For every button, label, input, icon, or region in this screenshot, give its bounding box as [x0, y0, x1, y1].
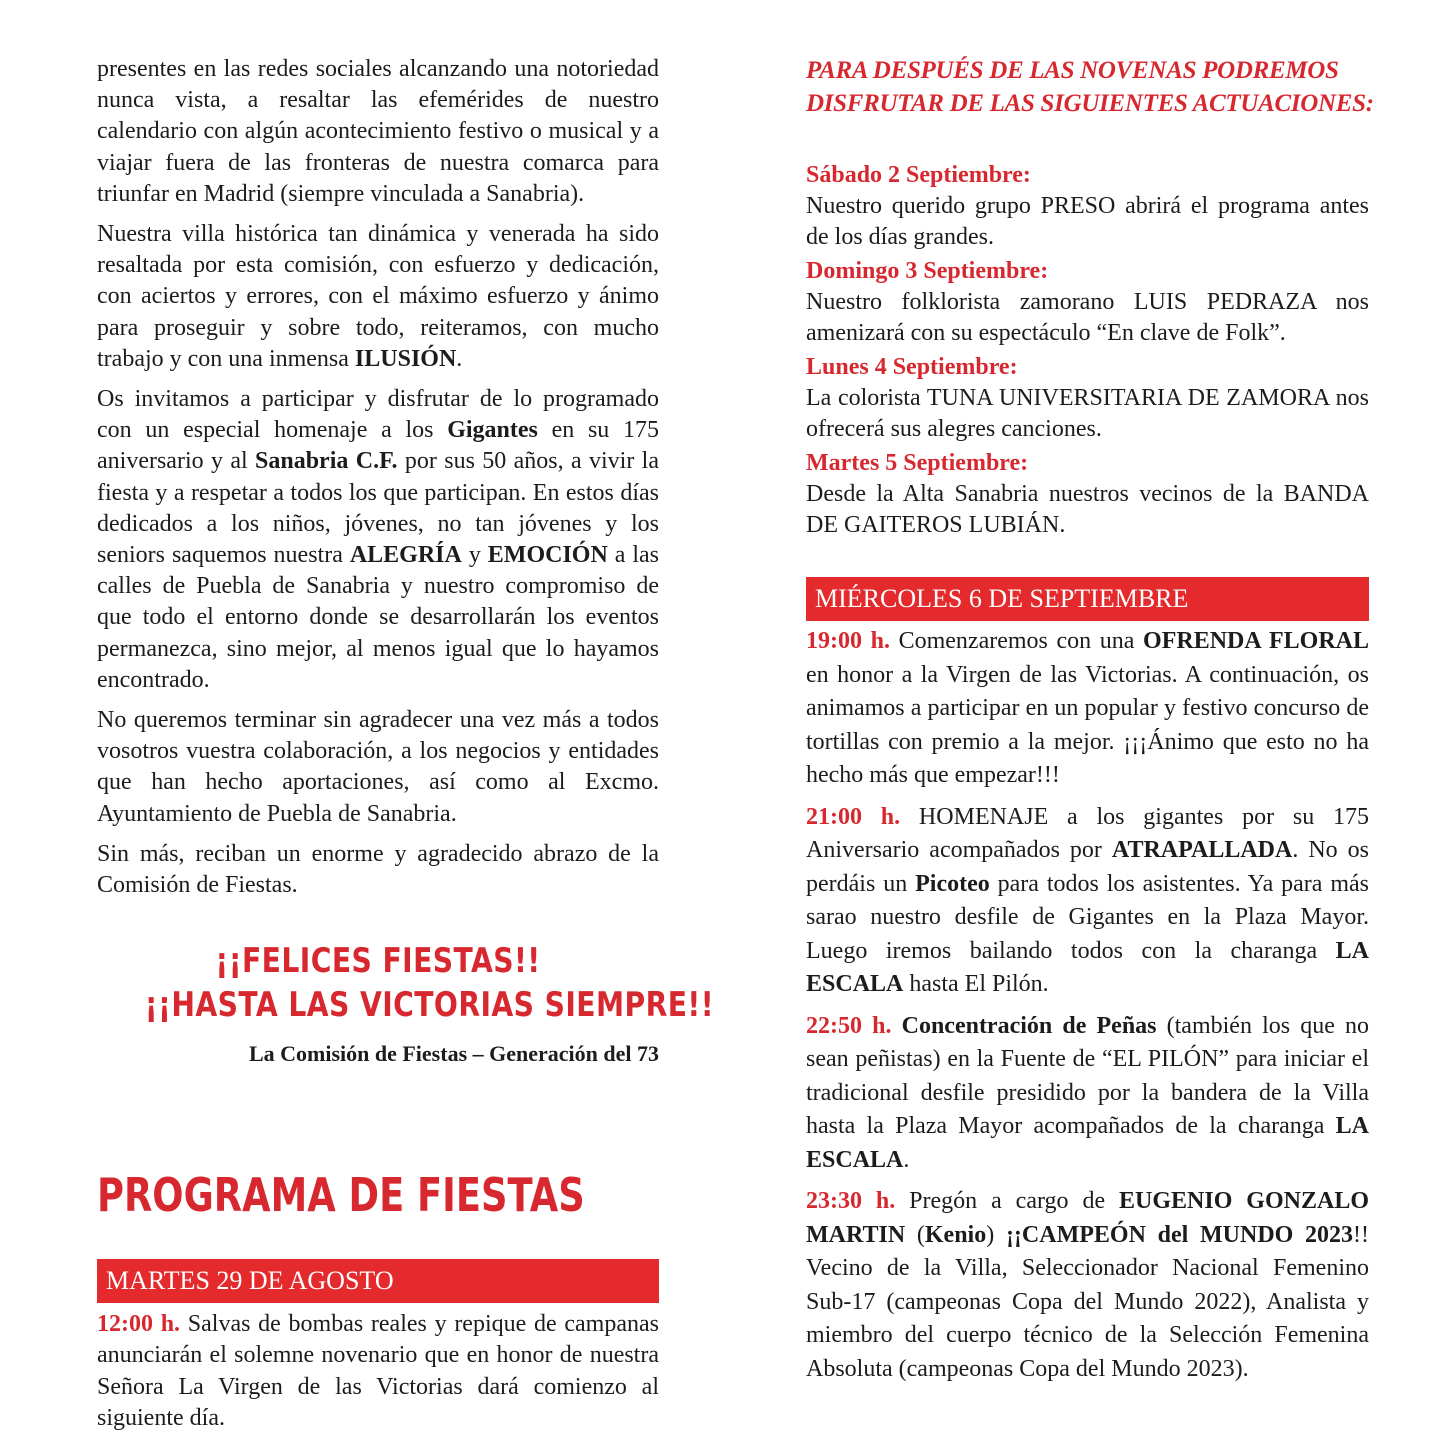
- act-date: Domingo 3 Septiembre:: [806, 258, 1049, 284]
- act-text: La colorista TUNA UNIVERSITARIA DE ZAMORA nos ofrecerá sus alegres canciones.: [806, 385, 1369, 442]
- event-item: 21:00 h. HOMENAJE a los gigantes por su 175 Aniversario acompañados por ATRAPALLADA. No os perdáis un Picoteo para todos los asistentes. Ya para más sarao nuestro desfile de Gigantes en la Plaza Mayor. Luego iremos bailando todos con la charanga LA ESCALA hasta El Pilón.: [806, 803, 1370, 997]
- closing-paragraph: Sin más, reciban un enorme y agradecido abrazo de la Comisión de Fiestas.: [97, 840, 659, 899]
- left-column: [97, 54, 714, 1434]
- signature: La Comisión de Fiestas – Generación del 73: [248, 1041, 659, 1067]
- act-date: Martes 5 Septiembre:: [806, 450, 1029, 476]
- greeting-line-1: ¡¡FELICES FIESTAS!!: [215, 941, 541, 982]
- act-date: Sábado 2 Septiembre:: [806, 162, 1031, 188]
- performances-intro: PARA DESPUÉS DE LAS NOVENAS PODREMOS DISFRUTAR DE LAS SIGUIENTES ACTUACIONES:: [806, 57, 1374, 117]
- day-header-wednesday: MIÉRCOLES 6 DE SEPTIEMBRE: [806, 577, 1369, 621]
- thanks-paragraph: No queremos terminar sin agradecer una vez más a todos vosotros vuestra colaboración, a los negocios y entidades que han hecho aportaciones, así como al Excmo. Ayuntamiento de Puebla de Sanabria.: [97, 707, 659, 827]
- event-item: 23:30 h. Pregón a cargo de EUGENIO GONZALO MARTIN (Kenio) ¡¡CAMPEÓN del MUNDO 2023!! Vecino de la Villa, Seleccionador Nacional Femenino Sub-17 (campeonas Copa del Mundo 2022), Analista y miembro del cuerpo técnico de la Selección Femenina Absoluta (campeonas Copa del Mundo 2023).: [806, 1188, 1370, 1382]
- event-item: 19:00 h. Comenzaremos con una OFRENDA FLORAL en honor a la Virgen de las Victorias. A continuación, os animamos a participar en un popular y festivo concurso de tortillas con premio a la mejor. ¡¡¡Ánimo que esto no ha hecho más que empezar!!!: [806, 628, 1369, 788]
- day-header-tuesday: MARTES 29 DE AGOSTO: [97, 1259, 659, 1303]
- act-text: Nuestro folklorista zamorano LUIS PEDRAZA nos amenizará con su espectáculo “En clave de Folk”.: [806, 289, 1369, 346]
- program-title: PROGRAMA DE FIESTAS: [97, 1168, 585, 1223]
- village-paragraph: Nuestra villa histórica tan dinámica y venerada ha sido resaltada por esta comisión, con esfuerzo y dedicación, con aciertos y errores, con el máximo esfuerzo y ánimo para proseguir y sobre todo, reiteramos, con mucho trabajo y con una inmensa ILUSIÓN.: [97, 221, 659, 372]
- performances-list: [806, 160, 1369, 541]
- act-date: Lunes 4 Septiembre:: [806, 354, 1018, 380]
- event-item: 12:00 h. Salvas de bombas reales y repique de campanas anunciarán el solemne novenario que en honor de nuestra Señora La Virgen de las Victorias dará comienzo al siguiente día.: [97, 1311, 659, 1431]
- event-item: 22:50 h. Concentración de Peñas (también los que no sean peñistas) en la Fuente de “EL PILÓN” para iniciar el tradicional desfile presidido por la bandera de la Villa hasta la Plaza Mayor acompañados de la charanga LA ESCALA.: [806, 1012, 1369, 1173]
- invitation-paragraph: Os invitamos a participar y disfrutar de lo programado con un especial homenaje a los Gigantes en su 175 aniversario y al Sanabria C.F. por sus 50 años, a vivir la fiesta y a respetar a todos los que participan. En estos días dedicados a los niños, jóvenes, no tan jóvenes y los seniors saquemos nuestra ALEGRÍA y EMOCIÓN a las calles de Puebla de Sanabria y nuestro compromiso de que todo el entorno donde se desarrollarán los eventos permanezca, sino mejor, al menos igual que lo hayamos encontrado.: [97, 386, 660, 693]
- intro-paragraph: presentes en las redes sociales alcanzando una notoriedad nunca vista, a resaltar las efemérides de nuestro calendario con algún acontecimiento festivo o musical y a viajar fuera de las fronteras de nuestra comarca para triunfar en Madrid (siempre vinculada a Sanabria).: [97, 56, 659, 207]
- greeting: [97, 939, 714, 1027]
- greeting-line-2: ¡¡HASTA LAS VICTORIAS SIEMPRE!!: [144, 985, 714, 1026]
- act-text: Desde la Alta Sanabria nuestros vecinos de la BANDA DE GAITEROS LUBIÁN.: [806, 481, 1369, 538]
- act-text: Nuestro querido grupo PRESO abrirá el programa antes de los días grandes.: [806, 193, 1369, 250]
- right-column: [806, 54, 1374, 1394]
